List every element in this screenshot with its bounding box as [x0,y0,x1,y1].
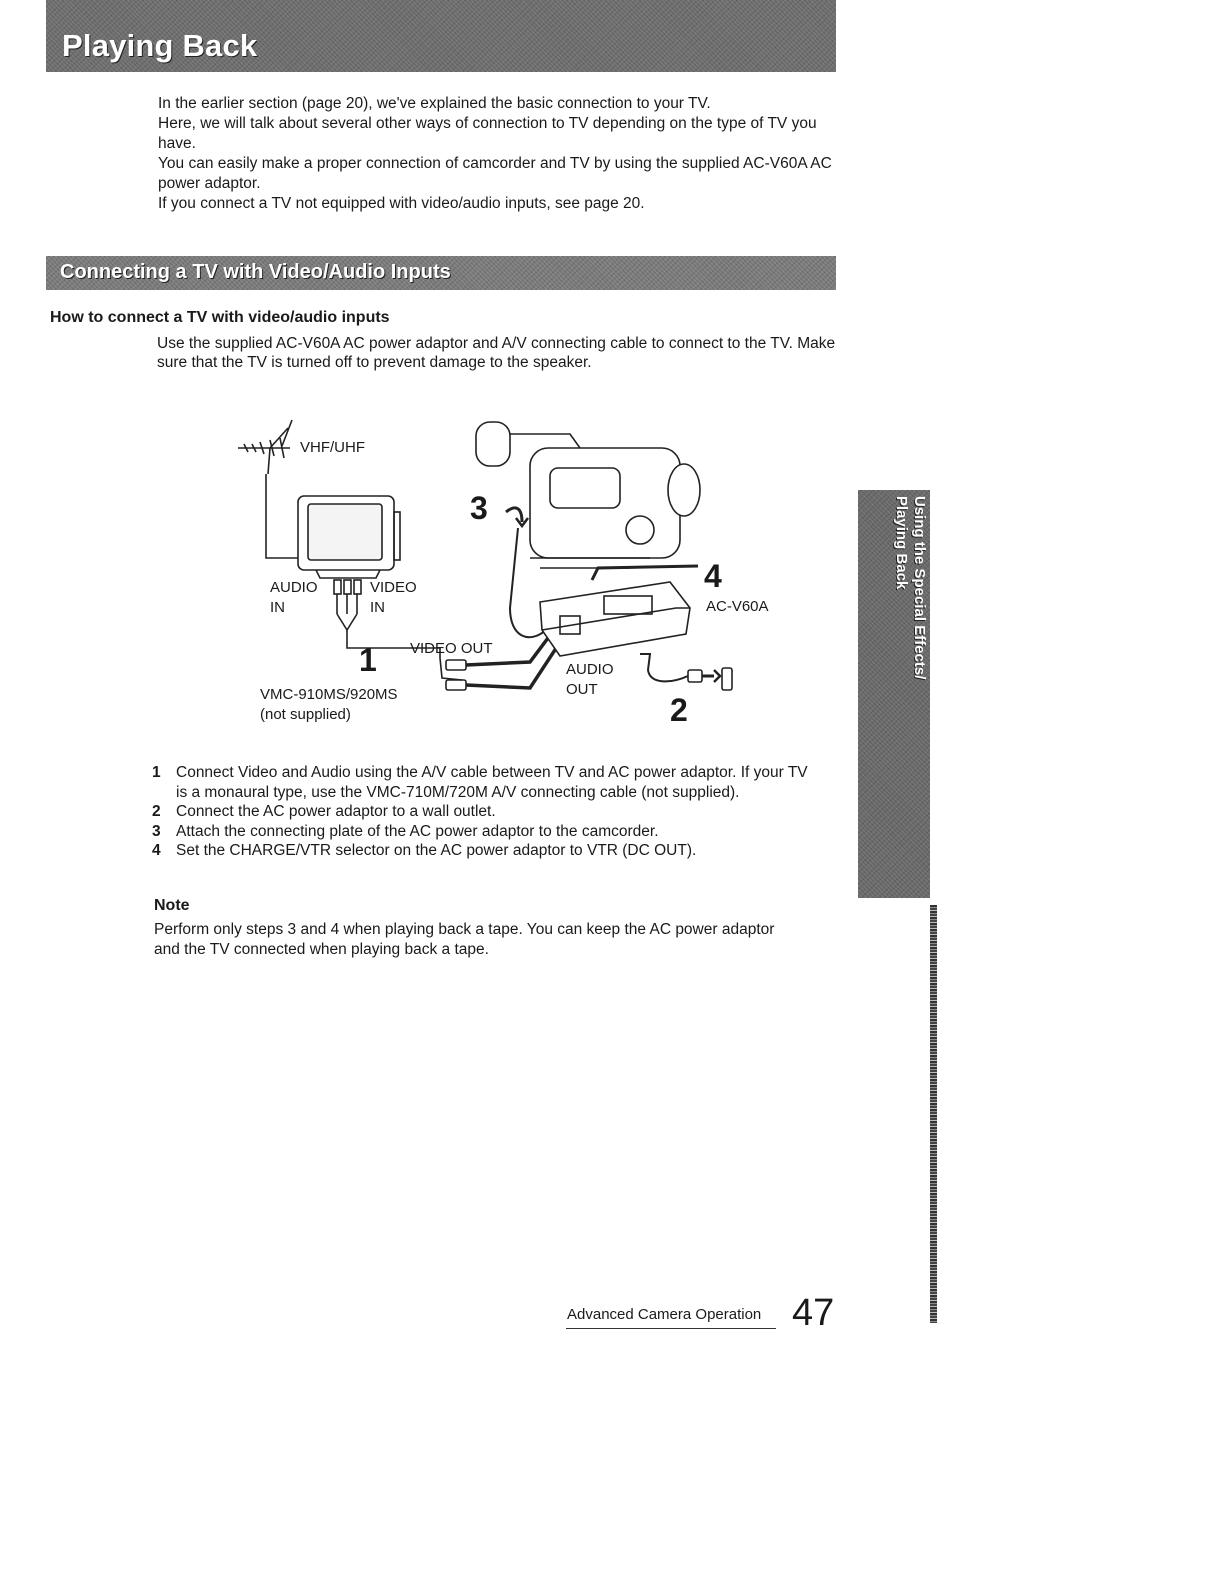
list-item [152,822,812,842]
intro-paragraph: You can easily make a proper connection of camcorder and TV by using the supplied AC-V60A AC power adaptor. [158,155,832,192]
audio-out-label: AUDIO OUT [566,661,614,698]
antenna-label: VHF/UHF [300,439,365,456]
edge-strip [930,905,937,1323]
intro-paragraph: If you connect a TV not equipped with video/audio inputs, see page 20. [158,195,645,212]
adaptor-label: AC-V60A [706,598,769,615]
connection-diagram [230,408,830,738]
page-title: Playing Back [62,28,258,63]
audio-in-label: AUDIO IN [270,579,318,616]
page-number: 47 [792,1292,835,1334]
cable-note: (not supplied) [260,706,351,723]
callout-4: 4 [704,558,722,594]
callout-2: 2 [670,692,688,728]
step-number: 1 [152,764,161,781]
footer-rule [566,1328,776,1329]
callout-3: 3 [470,490,488,526]
list-item [152,763,812,802]
intro-text [158,94,838,214]
subheading: How to connect a TV with video/audio inputs [50,309,390,326]
subheading-text: Use the supplied AC-V60A AC power adaptor and A/V connecting cable to connect to the TV. Make sure that the TV is turned off to prevent damage to the speaker. [157,335,836,371]
side-tab-label [868,496,928,716]
side-tab-line: Playing Back [893,496,910,590]
intro-paragraph: Here, we will talk about several other ways of connection to TV depending on the type of TV you have. [158,115,817,152]
list-item [152,802,812,822]
intro-paragraph: In the earlier section (page 20), we've explained the basic connection to your TV. [158,95,711,112]
video-out-label: VIDEO OUT [410,640,493,657]
step-text: Connect the AC power adaptor to a wall outlet. [176,803,496,820]
step-text: Attach the connecting plate of the AC power adaptor to the camcorder. [176,822,659,840]
step-number: 4 [152,842,161,859]
steps-list [152,763,812,861]
section-title: Connecting a TV with Video/Audio Inputs [60,261,451,283]
list-item [152,841,812,861]
cable-label: VMC-910MS/920MS [260,686,398,703]
step-number: 3 [152,822,161,840]
footer-section: Advanced Camera Operation [567,1306,762,1323]
note-heading: Note [154,897,190,914]
side-tab-line: Using the Special Effects/ [911,496,928,680]
note-text: Perform only steps 3 and 4 when playing back a tape. You can keep the AC power adaptor and the TV connected when playing back a tape. [154,921,775,958]
callout-1: 1 [359,642,377,678]
step-text: Connect Video and Audio using the A/V cable between TV and AC power adaptor. If your TV is a monaural type, use the VMC-710M/720M A/V connecting cable (not supplied). [176,764,808,801]
video-in-label: VIDEO IN [370,579,417,616]
step-text: Set the CHARGE/VTR selector on the AC power adaptor to VTR (DC OUT). [176,842,697,859]
step-number: 2 [152,803,161,820]
